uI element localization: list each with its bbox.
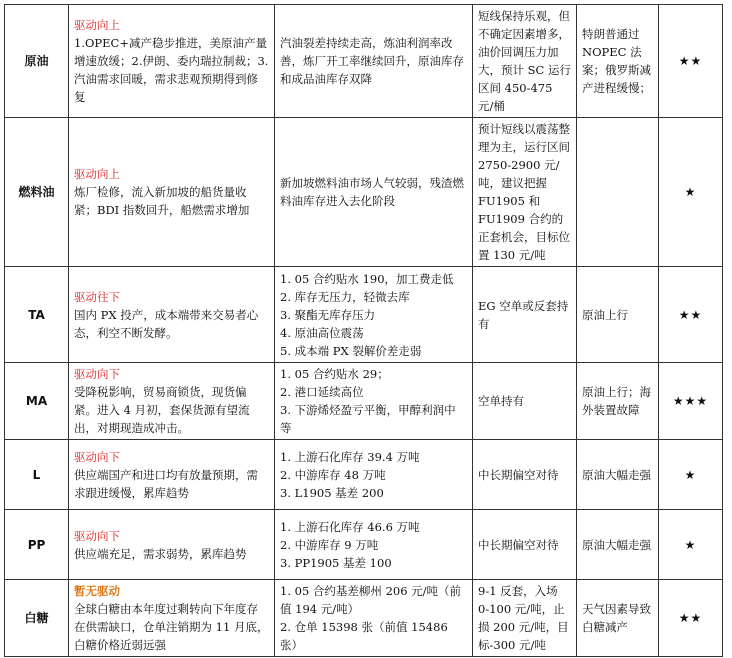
driver-cell [69,363,275,440]
fundamental-line: 2. 仓单 15398 张（前值 15486 张） [280,620,448,652]
fundamentals-cell [275,510,473,580]
table-row [5,440,723,510]
strategy-text: 中长期偏空对待 [478,537,559,552]
risk-cell [577,440,659,510]
fundamental-line: 3. 下游烯烃盈亏平衡，甲醇利润中等 [280,403,456,435]
driver-text: 供应端充足，需求弱势，累库趋势 [74,546,247,561]
driver-text: 全球白糖由本年度过剩转向下年度存在供需缺口，仓单注销期为 11 月底，白糖价格近弱远强 [74,602,269,652]
driver-tag: 驱动向下 [74,449,120,464]
risk-text: 原油大幅走强 [582,467,651,482]
risk-cell [577,363,659,440]
fundamental-line: 2. 中游库存 9 万吨 [280,537,379,552]
fundamental-line: 2. 库存无压力，轻微去库 [280,289,410,304]
driver-cell [69,580,275,657]
strategy-text: 中长期偏空对待 [478,467,559,482]
fundamental-line: 5. 成本端 PX 裂解价差走弱 [280,343,422,358]
strategy-cell [473,510,577,580]
commodity-outlook-table [4,4,723,657]
fundamental-line: 1. 05 合约贴水 29； [280,367,389,381]
fundamental-line: 4. 原油高位震荡 [280,325,364,340]
driver-text: 受降税影响，贸易商锁货，现货偏紧。进入 4 月初，套保货源有望流出，对期现造成冲击。 [74,385,250,435]
commodity-name: MA [5,363,69,440]
risk-text: 原油上行；海外装置故障 [582,385,651,417]
risk-cell [577,580,659,657]
commodity-name: L [5,440,69,510]
strategy-text: EG 空单或反套持有 [478,298,569,331]
fundamental-line: 1. 上游石化库存 39.4 万吨 [280,449,420,464]
risk-text: 天气因素导致白糖减产 [582,602,651,634]
strategy-text: 短线保持乐观，但不确定因素增多，油价回调压力加大，预计 SC 运行区间 450-475 元/桶 [478,9,571,113]
driver-cell [69,118,275,267]
strategy-cell [473,267,577,363]
rating-stars: ★ [659,510,723,580]
fundamental-line: 1. 05 合约贴水 190，加工费走低 [280,271,454,286]
fundamental-line: 2. 中游库存 48 万吨 [280,467,386,482]
fundamental-line: 3. 聚酯无库存压力 [280,307,376,322]
table-row [5,5,723,118]
fundamentals-cell [275,363,473,440]
rating-stars: ★★★ [659,363,723,440]
driver-cell [69,440,275,510]
strategy-cell [473,440,577,510]
driver-text: 炼厂检修，流入新加坡的船货量收紧；BDI 指数回升，船燃需求增加 [74,185,250,217]
driver-tag: 暂无驱动 [74,584,120,598]
strategy-cell [473,580,577,657]
rating-stars: ★ [659,118,723,267]
table-row [5,363,723,440]
table-row [5,118,723,267]
commodity-name: 白糖 [5,580,69,657]
commodity-name: TA [5,267,69,363]
commodity-name: 原油 [5,5,69,118]
risk-cell [577,118,659,267]
fundamentals-cell [275,440,473,510]
fundamental-line: 3. L1905 基差 200 [280,485,384,500]
driver-text: 供应端国产和进口均有放量预期，需求跟进缓慢，累库趋势 [74,467,258,500]
driver-tag: 驱动向上 [74,18,120,32]
driver-text: 国内 PX 投产，成本端带来交易者心态，利空不断发酵。 [74,307,259,340]
risk-cell [577,267,659,363]
strategy-cell [473,5,577,118]
fundamental-line: 3. PP1905 基差 100 [280,555,392,570]
fundamental-line: 新加坡燃料油市场人气较弱，残渣燃料油库存进入去化阶段 [280,176,464,208]
risk-text: 原油大幅走强 [582,537,651,552]
rating-stars: ★ [659,440,723,510]
risk-cell [577,510,659,580]
fundamental-line: 汽油裂差持续走高，炼油利润率改善，炼厂开工率继续回升，原油库存和成品油库存双降 [280,36,464,86]
driver-tag: 驱动向下 [74,367,120,381]
rating-stars: ★★ [659,5,723,118]
table-row [5,510,723,580]
fundamentals-cell [275,580,473,657]
driver-tag: 驱动往下 [74,289,120,304]
strategy-text: 9-1 反套，入场 0-100 元/吨，止损 200 元/吨，目标-300 元/吨 [478,584,569,652]
driver-cell [69,5,275,118]
fundamentals-cell [275,118,473,267]
commodity-table-wrapper [4,4,723,657]
risk-cell [577,5,659,118]
table-body [5,5,723,657]
driver-tag: 驱动向下 [74,528,120,543]
strategy-text: 预计短线以震荡整理为主，运行区间 2750-2900 元/吨，建议把握 FU1905 和 FU1909 合约的正套机会，目标位置 130 元/吨 [478,122,570,262]
table-row [5,267,723,363]
driver-cell [69,267,275,363]
driver-text: 1.OPEC+减产稳步推进，美原油产量增速放缓；2.伊朗、委内瑞拉制裁；3.汽油需求回暖，需求悲观预期得到修复 [74,36,269,104]
risk-text: 特朗普通过 NOPEC 法案；俄罗斯减产进程缓慢； [582,27,651,95]
strategy-text: 空单持有 [478,394,524,408]
rating-stars: ★★ [659,267,723,363]
fundamental-line: 2. 港口延续高位 [280,385,364,399]
rating-stars: ★★ [659,580,723,657]
driver-tag: 驱动向上 [74,167,120,181]
commodity-name: PP [5,510,69,580]
fundamentals-cell [275,5,473,118]
fundamentals-cell [275,267,473,363]
strategy-cell [473,118,577,267]
commodity-name: 燃料油 [5,118,69,267]
risk-text: 原油上行 [582,307,628,322]
strategy-cell [473,363,577,440]
fundamental-line: 1. 05 合约基差柳州 206 元/吨（前值 194 元/吨） [280,584,462,616]
driver-cell [69,510,275,580]
table-row [5,580,723,657]
fundamental-line: 1. 上游石化库存 46.6 万吨 [280,519,420,534]
